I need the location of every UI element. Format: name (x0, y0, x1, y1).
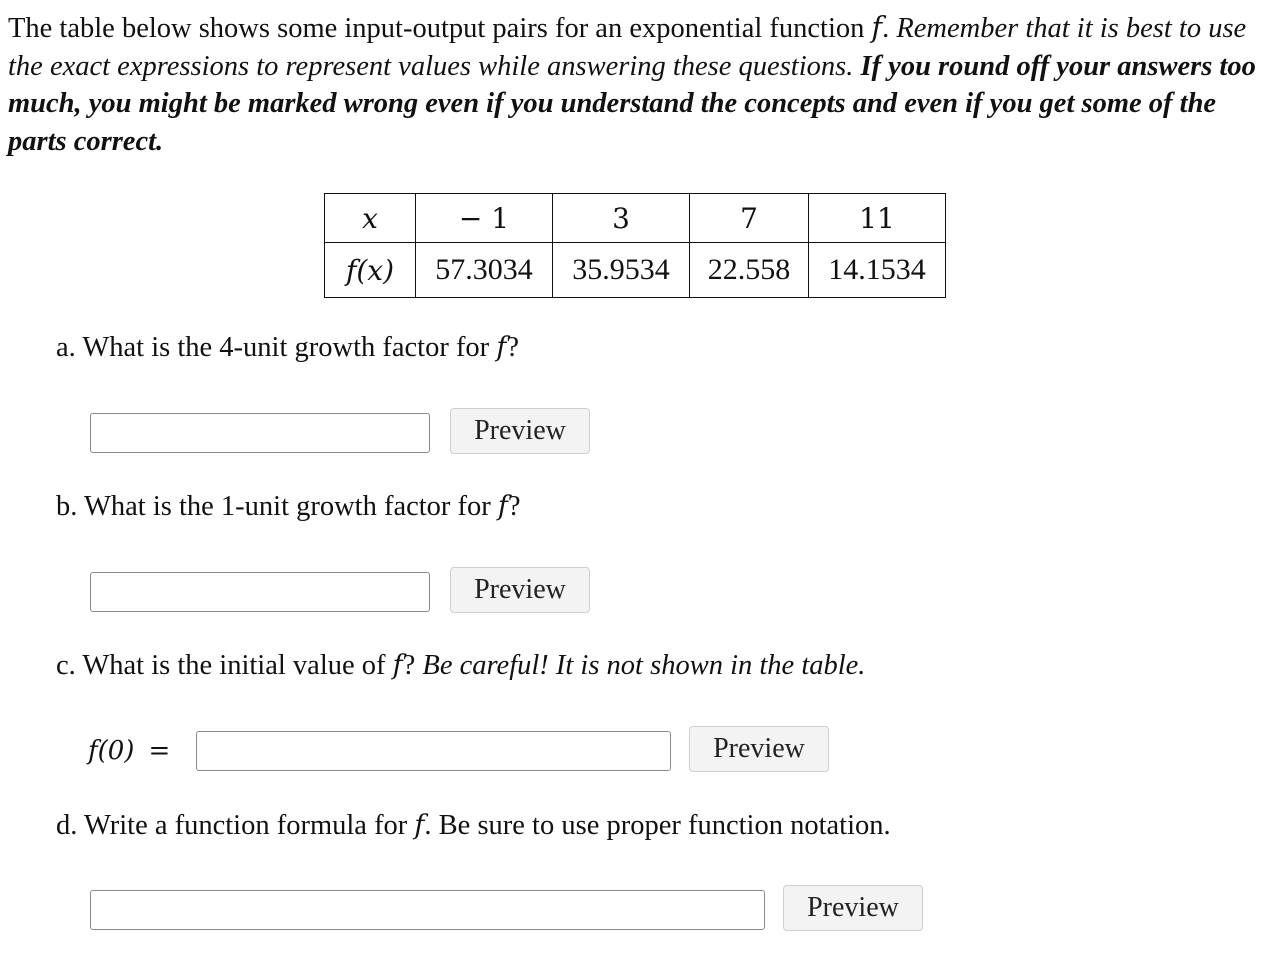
question-a-suffix: ? (506, 332, 519, 363)
table-header-fx: f(x) (325, 243, 416, 298)
table-cell-fx: 14.1534 (809, 243, 946, 298)
intro-period: . (882, 13, 897, 44)
question-c-text: c. What is the initial value of (56, 650, 393, 681)
question-d-function-variable: f (414, 810, 425, 841)
equals-sign: = (148, 736, 171, 766)
intro-function-variable: f (871, 11, 883, 44)
answer-d-input[interactable] (90, 890, 765, 930)
answer-a-input[interactable] (90, 413, 430, 453)
intro-text: The table below shows some input-output pairs for an exponential function (8, 13, 872, 44)
table-cell-fx: 57.3034 (416, 243, 553, 298)
question-d-text: d. Write a function formula for (56, 810, 415, 841)
input-output-table (324, 193, 946, 298)
table-cell-x: 11 (809, 194, 946, 243)
preview-c-button[interactable]: Preview (689, 726, 829, 772)
preview-d-button[interactable]: Preview (783, 885, 923, 931)
preview-b-button[interactable]: Preview (450, 567, 590, 613)
table-cell-x: − 1 (416, 194, 553, 243)
intro-italic-note: Remember that it is best to use the exact expressions to represent values while answering these questions. (8, 13, 1247, 82)
question-c-caution: Be careful! It is not shown in the table. (422, 650, 866, 681)
question-b-text: b. What is the 1-unit growth factor for (56, 491, 498, 522)
question-b (56, 491, 521, 523)
question-d (56, 810, 891, 842)
question-d-suffix: . Be sure to use proper function notation. (424, 810, 891, 841)
intro-warning: If you round off your answers too much, you might be marked wrong even if you understand the concepts and even if you get some of the parts correct. (8, 50, 1256, 157)
table-cell-x: 7 (690, 194, 809, 243)
question-a-function-variable: f (496, 332, 507, 363)
table-cell-fx: 35.9534 (553, 243, 690, 298)
table-header-x: x (325, 194, 416, 243)
table-row-x (325, 194, 946, 243)
question-a-text: a. What is the 4-unit growth factor for (56, 332, 497, 363)
problem-statement (8, 9, 1270, 160)
question-b-function-variable: f (497, 491, 508, 522)
initial-value-label (88, 731, 170, 771)
table-row-fx (325, 243, 946, 298)
question-b-suffix: ? (507, 491, 521, 522)
question-a (56, 332, 519, 364)
question-c-function-variable: f (392, 650, 403, 681)
f-of-zero-label: f(0) (88, 736, 135, 766)
table-cell-fx: 22.558 (690, 243, 809, 298)
table-cell-x: 3 (553, 194, 690, 243)
question-c (56, 650, 865, 682)
question-c-suffix: ? (402, 650, 423, 681)
answer-b-input[interactable] (90, 572, 430, 612)
preview-a-button[interactable]: Preview (450, 408, 590, 454)
answer-c-input[interactable] (196, 731, 671, 771)
